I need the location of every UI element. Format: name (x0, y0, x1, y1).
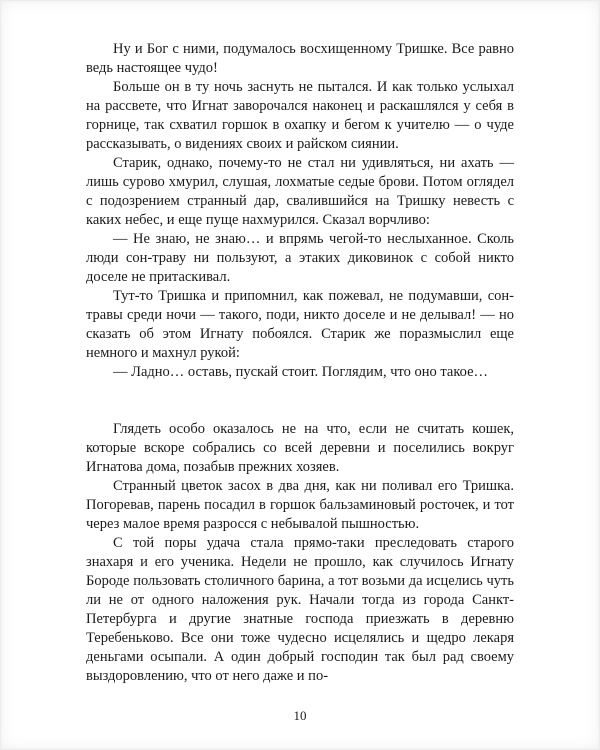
paragraph: — Не знаю, не знаю… и впрямь чегой-то неслыханное. Сколь люди сон-траву ни пользуют, а этаких диковинок с собой никто доселе не притаскивал. (86, 231, 514, 285)
paragraph: С той поры удача стала прямо-таки преследовать старого знахаря и его ученика. Недели не прошло, как случилось Игнату Бороде пользовать столичного барина, а тот возьми да исцелись чуть ли не от одного наложения рук. Начали тогда из города Санкт-Петербурга и другие знатные господа приезжать в деревню Теребеньково. Все они тоже чудесно исцелялись и щедро лекаря деньгами осыпали. А один добрый господин так был рад своему выздоровлению, что от него даже и по- (86, 535, 514, 684)
paragraph: Старик, однако, почему-то не стал ни удивляться, ни ахать — лишь сурово хмурил, слушая, лохматые седые брови. Потом оглядел с подозрением странный дар, свалившийся на Тришку невесть с каких небес, и еще пуще нахмурился. Сказал ворчливо: (86, 155, 514, 228)
paragraph: Тут-то Тришка и припомнил, как пожевал, не подумавши, сон-травы среди ночи — такого, поди, никто доселе и не делывал! — но сказать об этом Игнату побоялся. Старик же поразмыслил еще немного и махнул рукой: (86, 288, 514, 361)
paragraph: — Ладно… оставь, пускай стоит. Поглядим, что оно такое… (113, 364, 489, 380)
paragraph: Ну и Бог с ними, подумалось восхищенному Тришке. Все равно ведь настоящее чудо! (86, 41, 514, 76)
paragraph: Странный цветок засох в два дня, как ни поливал его Тришка. Погоревав, парень посадил в горшок бальзаминовый росточек, и тот через малое время разросся с небывалой пышностью. (86, 478, 514, 532)
paragraph: Больше он в ту ночь заснуть не пытался. И как только услыхал на рассвете, что Игнат заворочался наконец и раскашлялся у себя в горнице, так схватил горшок в охапку и бегом к учителю — о чуде рассказывать, о видениях своих и райском сиянии. (86, 79, 514, 152)
page-number: 10 (293, 708, 307, 723)
paragraph: Глядеть особо оказалось не на что, если не считать кошек, которые вскоре собрались со всей деревни и поселились вокруг Игнатова дома, позабыв прежних хозяев. (86, 421, 514, 475)
text-block (86, 40, 514, 686)
